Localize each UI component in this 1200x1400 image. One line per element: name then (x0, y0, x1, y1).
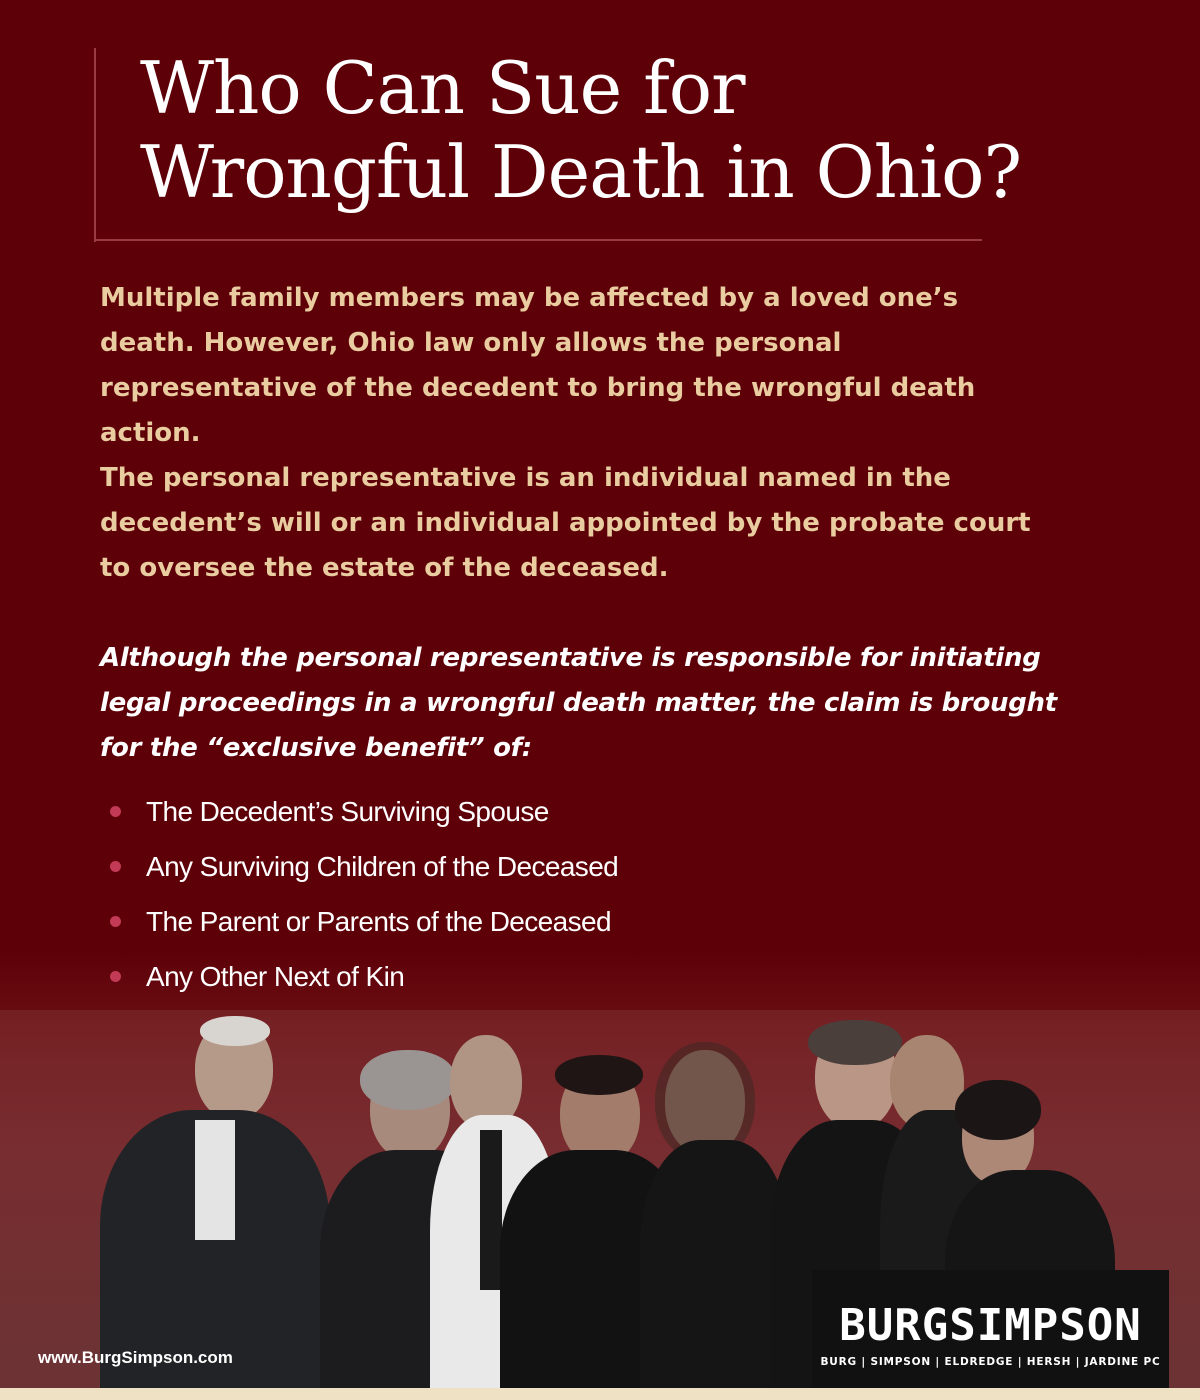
definition-paragraph: The personal representative is an individual named in the decedent’s will or an individual appointed by the probate court to oversee the estate of the deceased. (100, 463, 1031, 583)
title-rule-vertical (94, 48, 96, 242)
list-item (100, 894, 618, 949)
title-line-1: Who Can Sue for (140, 46, 745, 130)
list-item-text: Any Surviving Children of the Deceased (146, 851, 619, 882)
bottom-strip (0, 1388, 1200, 1400)
bullet-icon (110, 971, 121, 982)
bullet-icon (110, 916, 121, 927)
firm-logo (812, 1270, 1169, 1400)
list-item-text: The Parent or Parents of the Deceased (146, 906, 611, 937)
list-item-text: The Decedent’s Surviving Spouse (146, 796, 549, 827)
title-rule-horizontal (94, 239, 982, 241)
list-item (100, 949, 618, 1004)
list-item-text: Any Other Next of Kin (146, 961, 405, 992)
beneficiary-paragraph: Although the personal representative is responsible for initiating legal proceedings in a wrongful death matter, the claim is brought for the “exclusive benefit” of: (100, 643, 1057, 763)
page-title (140, 46, 1040, 214)
list-item (100, 839, 618, 894)
logo-partners: BURG | SIMPSON | ELDREDGE | HERSH | JARDINE PC (820, 1356, 1161, 1368)
bullet-icon (110, 806, 121, 817)
title-line-2: Wrongful Death in Ohio? (140, 130, 1022, 214)
bullet-icon (110, 861, 121, 872)
logo-wordmark: BURGSIMPSON (839, 1300, 1142, 1351)
list-item (100, 784, 618, 839)
intro-paragraph: Multiple family members may be affected by a loved one’s death. However, Ohio law only allows the personal representative of the decedent to bring the wrongful death action. (100, 283, 976, 448)
beneficiary-list (100, 784, 618, 1004)
website-link[interactable]: www.BurgSimpson.com (38, 1348, 233, 1367)
